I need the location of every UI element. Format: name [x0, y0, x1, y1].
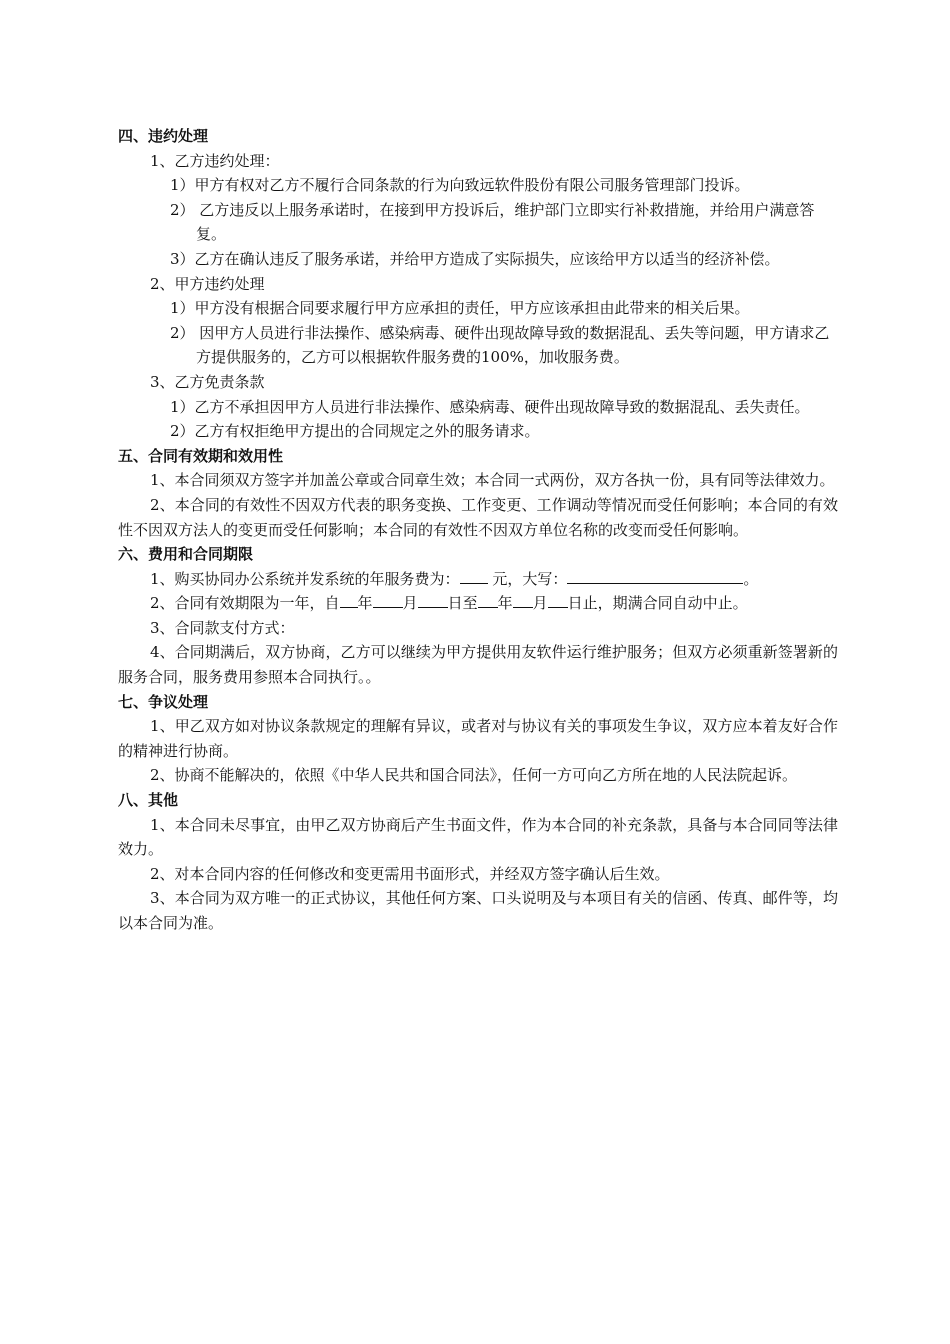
end-year-blank[interactable] — [478, 592, 498, 608]
end-day-blank[interactable] — [548, 592, 568, 608]
paragraph: 1、本合同须双方签字并加盖公章或合同章生效；本合同一式两份，双方各执一份，具有同等法律效力。 — [150, 471, 835, 490]
fee-capital-blank[interactable] — [567, 568, 743, 584]
fee-label: 1、购买协同办公系统并发系统的年服务费为： — [150, 569, 460, 588]
year-label: 年 — [497, 594, 513, 613]
clause-item: 2）乙方有权拒绝甲方提出的合同规定之外的服务请求。 — [170, 422, 540, 441]
fee-amount-blank[interactable] — [460, 568, 488, 584]
paragraph-fee — [118, 567, 838, 592]
start-month-blank[interactable] — [373, 592, 403, 608]
period: 。 — [743, 569, 759, 588]
paragraph: 4、合同期满后，双方协商，乙方可以继续为甲方提供用友软件运行维护服务；但双方必须重新签署新的服务合同，服务费用参照本合同执行。。 — [118, 643, 838, 687]
fee-capital-label: 元，大写： — [487, 569, 568, 588]
start-day-blank[interactable] — [418, 592, 448, 608]
section-heading-other: 八、其他 — [118, 791, 179, 810]
clause-item: 1）甲方没有根据合同要求履行甲方应承担的责任，甲方应该承担由此带来的相关后果。 — [170, 299, 750, 318]
paragraph: 1、甲乙双方如对协议条款规定的理解有异议，或者对与协议有关的事项发生争议，双方应本着友好合作的精神进行协商。 — [118, 717, 838, 760]
subsection-exemption: 3、乙方免责条款 — [150, 372, 265, 391]
start-year-blank[interactable] — [340, 592, 358, 608]
section-heading-breach: 四、违约处理 — [118, 127, 209, 145]
month-label: 月 — [402, 594, 418, 613]
paragraph: 3、本合同为双方唯一的正式协议，其他任何方案、口头说明及与本项目有关的信函、传真、邮件等，均以本合同为准。 — [118, 889, 838, 932]
section-heading-fees: 六、费用和合同期限 — [118, 545, 254, 564]
day-to-label: 日至 — [447, 594, 478, 613]
paragraph: 3、合同款支付方式： — [150, 618, 295, 637]
term-end-label: 日止，期满合同自动中止。 — [567, 594, 748, 613]
paragraph: 2、协商不能解决的，依照《中华人民共和国合同法》，任何一方可向乙方所在地的人民法院起诉。 — [150, 766, 798, 785]
year-label: 年 — [357, 594, 373, 613]
document-page — [118, 124, 838, 936]
paragraph-term — [118, 591, 838, 616]
section-heading-dispute: 七、争议处理 — [118, 692, 209, 711]
clause-item: 1）甲方有权对乙方不履行合同条款的行为向致远软件股份有限公司服务管理部门投诉。 — [170, 176, 750, 195]
end-month-blank[interactable] — [513, 592, 533, 608]
subsection-party-b-breach: 1、乙方违约处理： — [150, 151, 280, 170]
clause-item: 2） 因甲方人员进行非法操作、感染病毒、硬件出现故障导致的数据混乱、丢失等问题，甲方请求乙方提供服务的，乙方可以根据软件服务费的100%，加收服务费。 — [170, 323, 830, 367]
paragraph: 2、对本合同内容的任何修改和变更需用书面形式，并经双方签字确认后生效。 — [150, 864, 670, 883]
clause-item: 1）乙方不承担因甲方人员进行非法操作、感染病毒、硬件出现故障导致的数据混乱、丢失责任。 — [170, 397, 810, 416]
paragraph: 1、本合同未尽事宜，由甲乙双方协商后产生书面文件，作为本合同的补充条款，具备与本合同同等法律效力。 — [118, 815, 838, 859]
clause-item: 2） 乙方违反以上服务承诺时，在接到甲方投诉后，维护部门立即实行补救措施，并给用户满意答复。 — [170, 200, 815, 244]
paragraph: 2、本合同的有效性不因双方代表的职务变换、工作变更、工作调动等情况而受任何影响；本合同的有效性不因双方法人的变更而受任何影响；本合同的有效性不因双方单位名称的改变而受任何影响。 — [118, 495, 838, 539]
term-label: 2、合同有效期限为一年，自 — [150, 594, 340, 613]
month-label: 月 — [532, 594, 548, 613]
section-heading-validity: 五、合同有效期和效用性 — [118, 446, 284, 465]
subsection-party-a-breach: 2、甲方违约处理 — [150, 274, 265, 293]
clause-item: 3）乙方在确认违反了服务承诺，并给甲方造成了实际损失，应该给甲方以适当的经济补偿。 — [170, 249, 780, 268]
